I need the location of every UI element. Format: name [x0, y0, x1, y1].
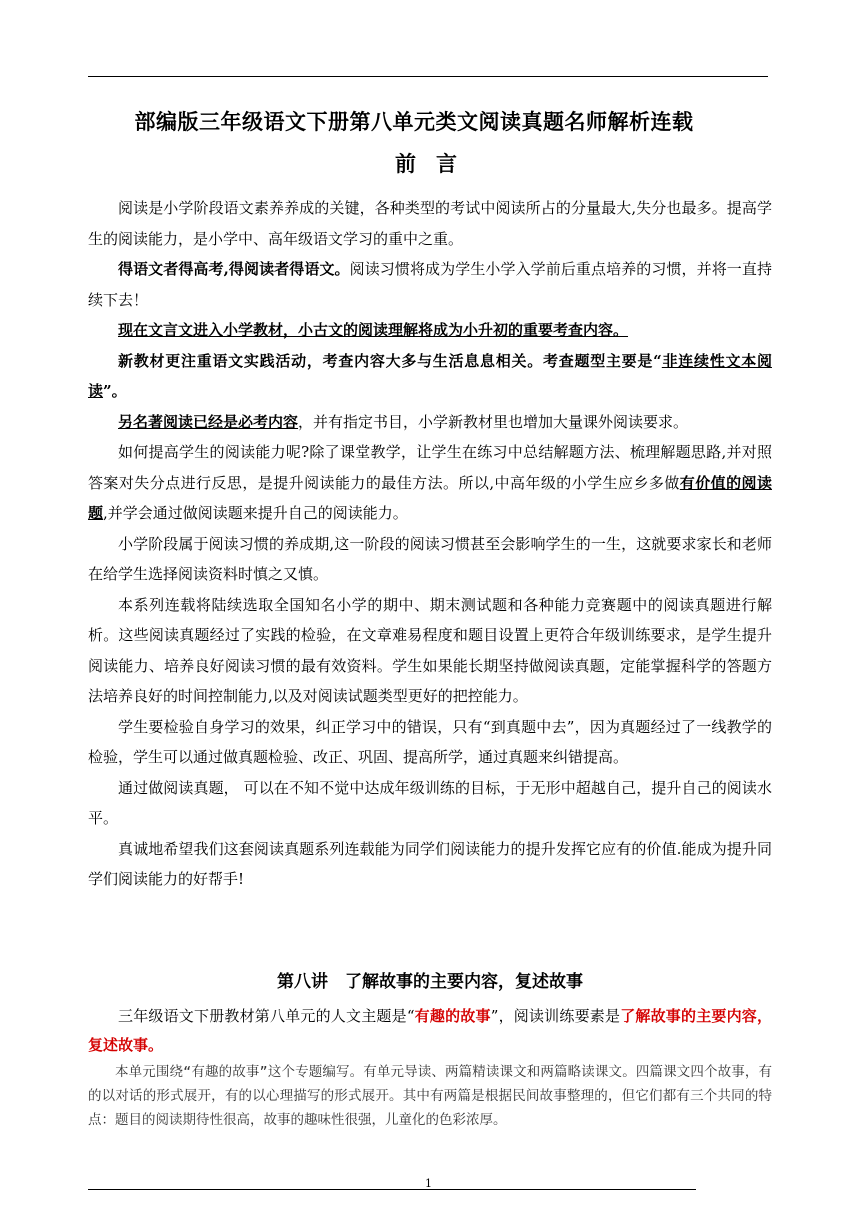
- paragraph: 真诚地希望我们这套阅读真题系列连载能为同学们阅读能力的提升发挥它应有的价值.能成为提升同学们阅读能力的好帮手!: [88, 839, 772, 888]
- paragraph-text: 新教材更注重语文实践活动，考查内容大多与生活息息相关。考查题型主要是“: [118, 351, 662, 370]
- underlined-bold-sentence: 现在文言文进入小学教材，小古文的阅读理解将成为小升初的重要考查内容。: [118, 321, 629, 339]
- section-heading-preface: 前言: [395, 151, 477, 176]
- paragraph-text: ”，阅读训练要素是: [490, 1007, 621, 1025]
- paragraph-text: ,并学会通过做阅读题来提升自己的阅读能力。: [103, 504, 408, 522]
- underlined-bold-phrase: 有价值的阅读题: [88, 473, 772, 522]
- paragraph: 通过做阅读真题， 可以在不知不觉中达成年级训练的目标，于无形中超越自己，提升自己的阅读水平。: [88, 778, 772, 827]
- paragraph-text: 阅读习惯将成为学生小学入学前后重点培养的习惯，并将一直持续下去！: [88, 260, 772, 309]
- lesson-section: [88, 968, 772, 1132]
- paragraph-text: 三年级语文下册教材第八单元的人文主题是“: [118, 1007, 415, 1025]
- paragraph: [88, 437, 772, 529]
- paragraph-text: ”。: [103, 382, 127, 400]
- paragraph-text: 如何提高学生的阅读能力呢?除了课堂教学，让学生在练习中总结解题方法、梳理解题思路,并对照答案对失分点进行反思，是提升阅读能力的最佳方法。所以,中高年级的小学生应乡多做: [88, 443, 772, 492]
- document-title: 部编版三年级语文下册第八单元类文阅读真题名师解析连载: [134, 109, 694, 134]
- paragraph-text: ，并有指定书目，小学新教材里也增加大量课外阅读要求。: [298, 412, 689, 431]
- underlined-phrase: 非连续性文本阅读: [88, 351, 772, 400]
- paragraph: [88, 315, 772, 346]
- paragraph: 阅读是小学阶段语文素养养成的关键，各种类型的考试中阅读所占的分量最大,失分也最多。提高学生的阅读能力，是小学中、高年级语文学习的重中之重。: [88, 199, 772, 248]
- bold-phrase: 得语文者得高考,得阅读者得语文。: [118, 260, 350, 278]
- paragraph: [88, 346, 772, 407]
- header-rule: [88, 76, 768, 77]
- underlined-bold-phrase: 另名著阅读已经是必考内容: [118, 412, 299, 431]
- paragraph: 小学阶段属于阅读习惯的养成期,这一阶段的阅读习惯甚至会影响学生的一生，这就要求家长和老师在给学生选择阅读资料时慎之又慎。: [88, 534, 772, 583]
- lesson-description: 本单元围绕“有趣的故事”这个专题编写。有单元导读、两篇精读课文和两篇略读课文。四篇课文四个故事，有的以对话的形式展开，有的以心理描写的形式展开。其中有两篇是根据民间故事整理的，但它们都有三个共同的特点：题目的阅读期待性很高，故事的趣味性很强，儿童化的色彩浓厚。: [88, 1064, 772, 1128]
- page-number: 1: [425, 1177, 432, 1190]
- preface-body: [88, 193, 772, 895]
- paragraph: [88, 407, 772, 438]
- footer-rule: [88, 1189, 696, 1190]
- paragraph: 学生要检验自身学习的效果，纠正学习中的错误，只有“到真题中去”，因为真题经过了一线教学的检验，学生可以通过做真题检验、改正、巩固、提高所学，通过真题来纠错提高。: [88, 717, 772, 766]
- paragraph: [88, 254, 772, 315]
- highlight-theme: 有趣的故事: [414, 1007, 491, 1025]
- highlight-goal: 了解故事的主要内容，复述故事。: [88, 1007, 772, 1054]
- paragraph: 本系列连载将陆续选取全国知名小学的期中、期末测试题和各种能力竞赛题中的阅读真题进行解析。这些阅读真题经过了实践的检验，在文章难易程度和题目设置上更符合年级训练要求，是学生提升阅读能力、培养良好阅读习惯的最有效资料。学生如果能长期坚持做阅读真题，定能掌握科学的答题方法培养良好的时间控制能力,以及对阅读试题类型更好的把控能力。: [88, 595, 772, 705]
- lesson-intro: [88, 1002, 772, 1060]
- lesson-title: 第八讲 了解故事的主要内容，复述故事: [277, 972, 583, 992]
